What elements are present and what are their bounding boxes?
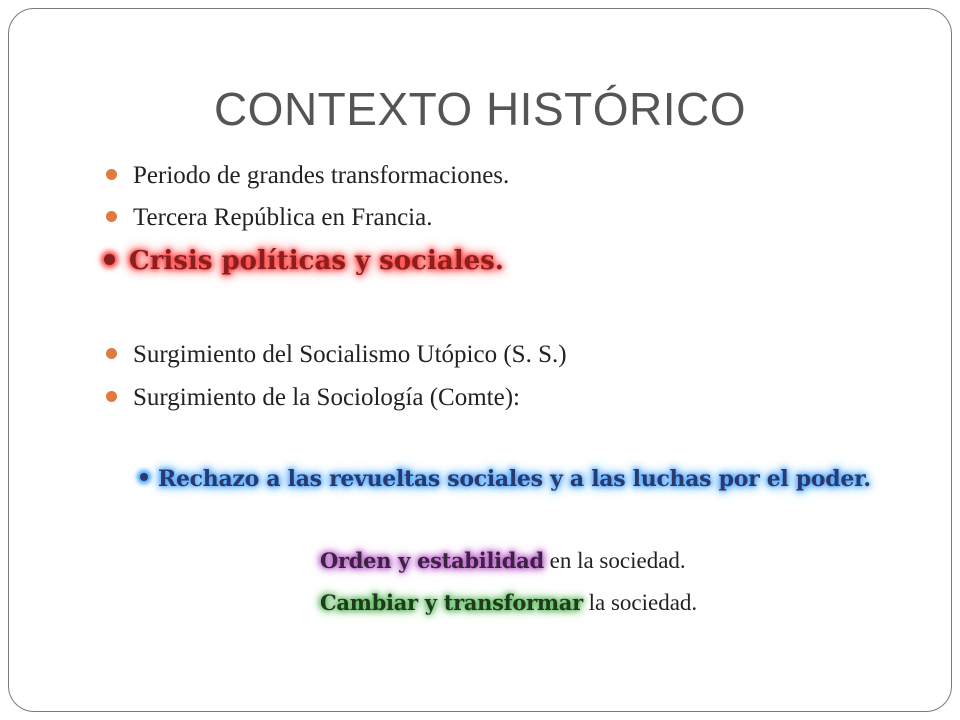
line-cambiar <box>320 590 697 616</box>
line-rest: la sociedad. <box>582 590 698 615</box>
bullet-item <box>106 204 432 232</box>
bullet-dot-icon <box>106 211 117 222</box>
line-orden <box>320 548 686 574</box>
bullet-dot-icon <box>106 348 117 359</box>
bullet-dot-icon <box>106 391 117 402</box>
bullet-text: Surgimiento del Socialismo Utópico (S. S.) <box>133 341 567 368</box>
highlighted-bullet-crisis <box>104 246 504 276</box>
bullet-dot-icon <box>140 473 148 481</box>
slide-title: CONTEXTO HISTÓRICO <box>213 83 747 135</box>
bullet-item <box>106 341 567 369</box>
bullet-item <box>106 384 520 412</box>
bullet-dot-icon <box>106 169 117 180</box>
bullet-text: Crisis políticas y sociales. <box>129 246 504 276</box>
bullet-text: Surgimiento de la Sociología (Comte): <box>133 384 520 411</box>
bullet-text: Periodo de grandes transformaciones. <box>133 162 510 189</box>
sub-bullet-text: Rechazo a las revueltas sociales y a las luchas por el poder. <box>158 466 871 492</box>
highlight-orden: Orden y estabilidad <box>320 548 544 573</box>
bullet-item <box>106 162 509 190</box>
highlighted-sub-bullet <box>140 466 871 492</box>
highlight-cambiar: Cambiar y transformar <box>320 590 583 615</box>
bullet-text: Tercera República en Francia. <box>133 204 433 231</box>
bullet-dot-icon <box>104 254 115 265</box>
line-rest: en la sociedad. <box>543 548 686 573</box>
